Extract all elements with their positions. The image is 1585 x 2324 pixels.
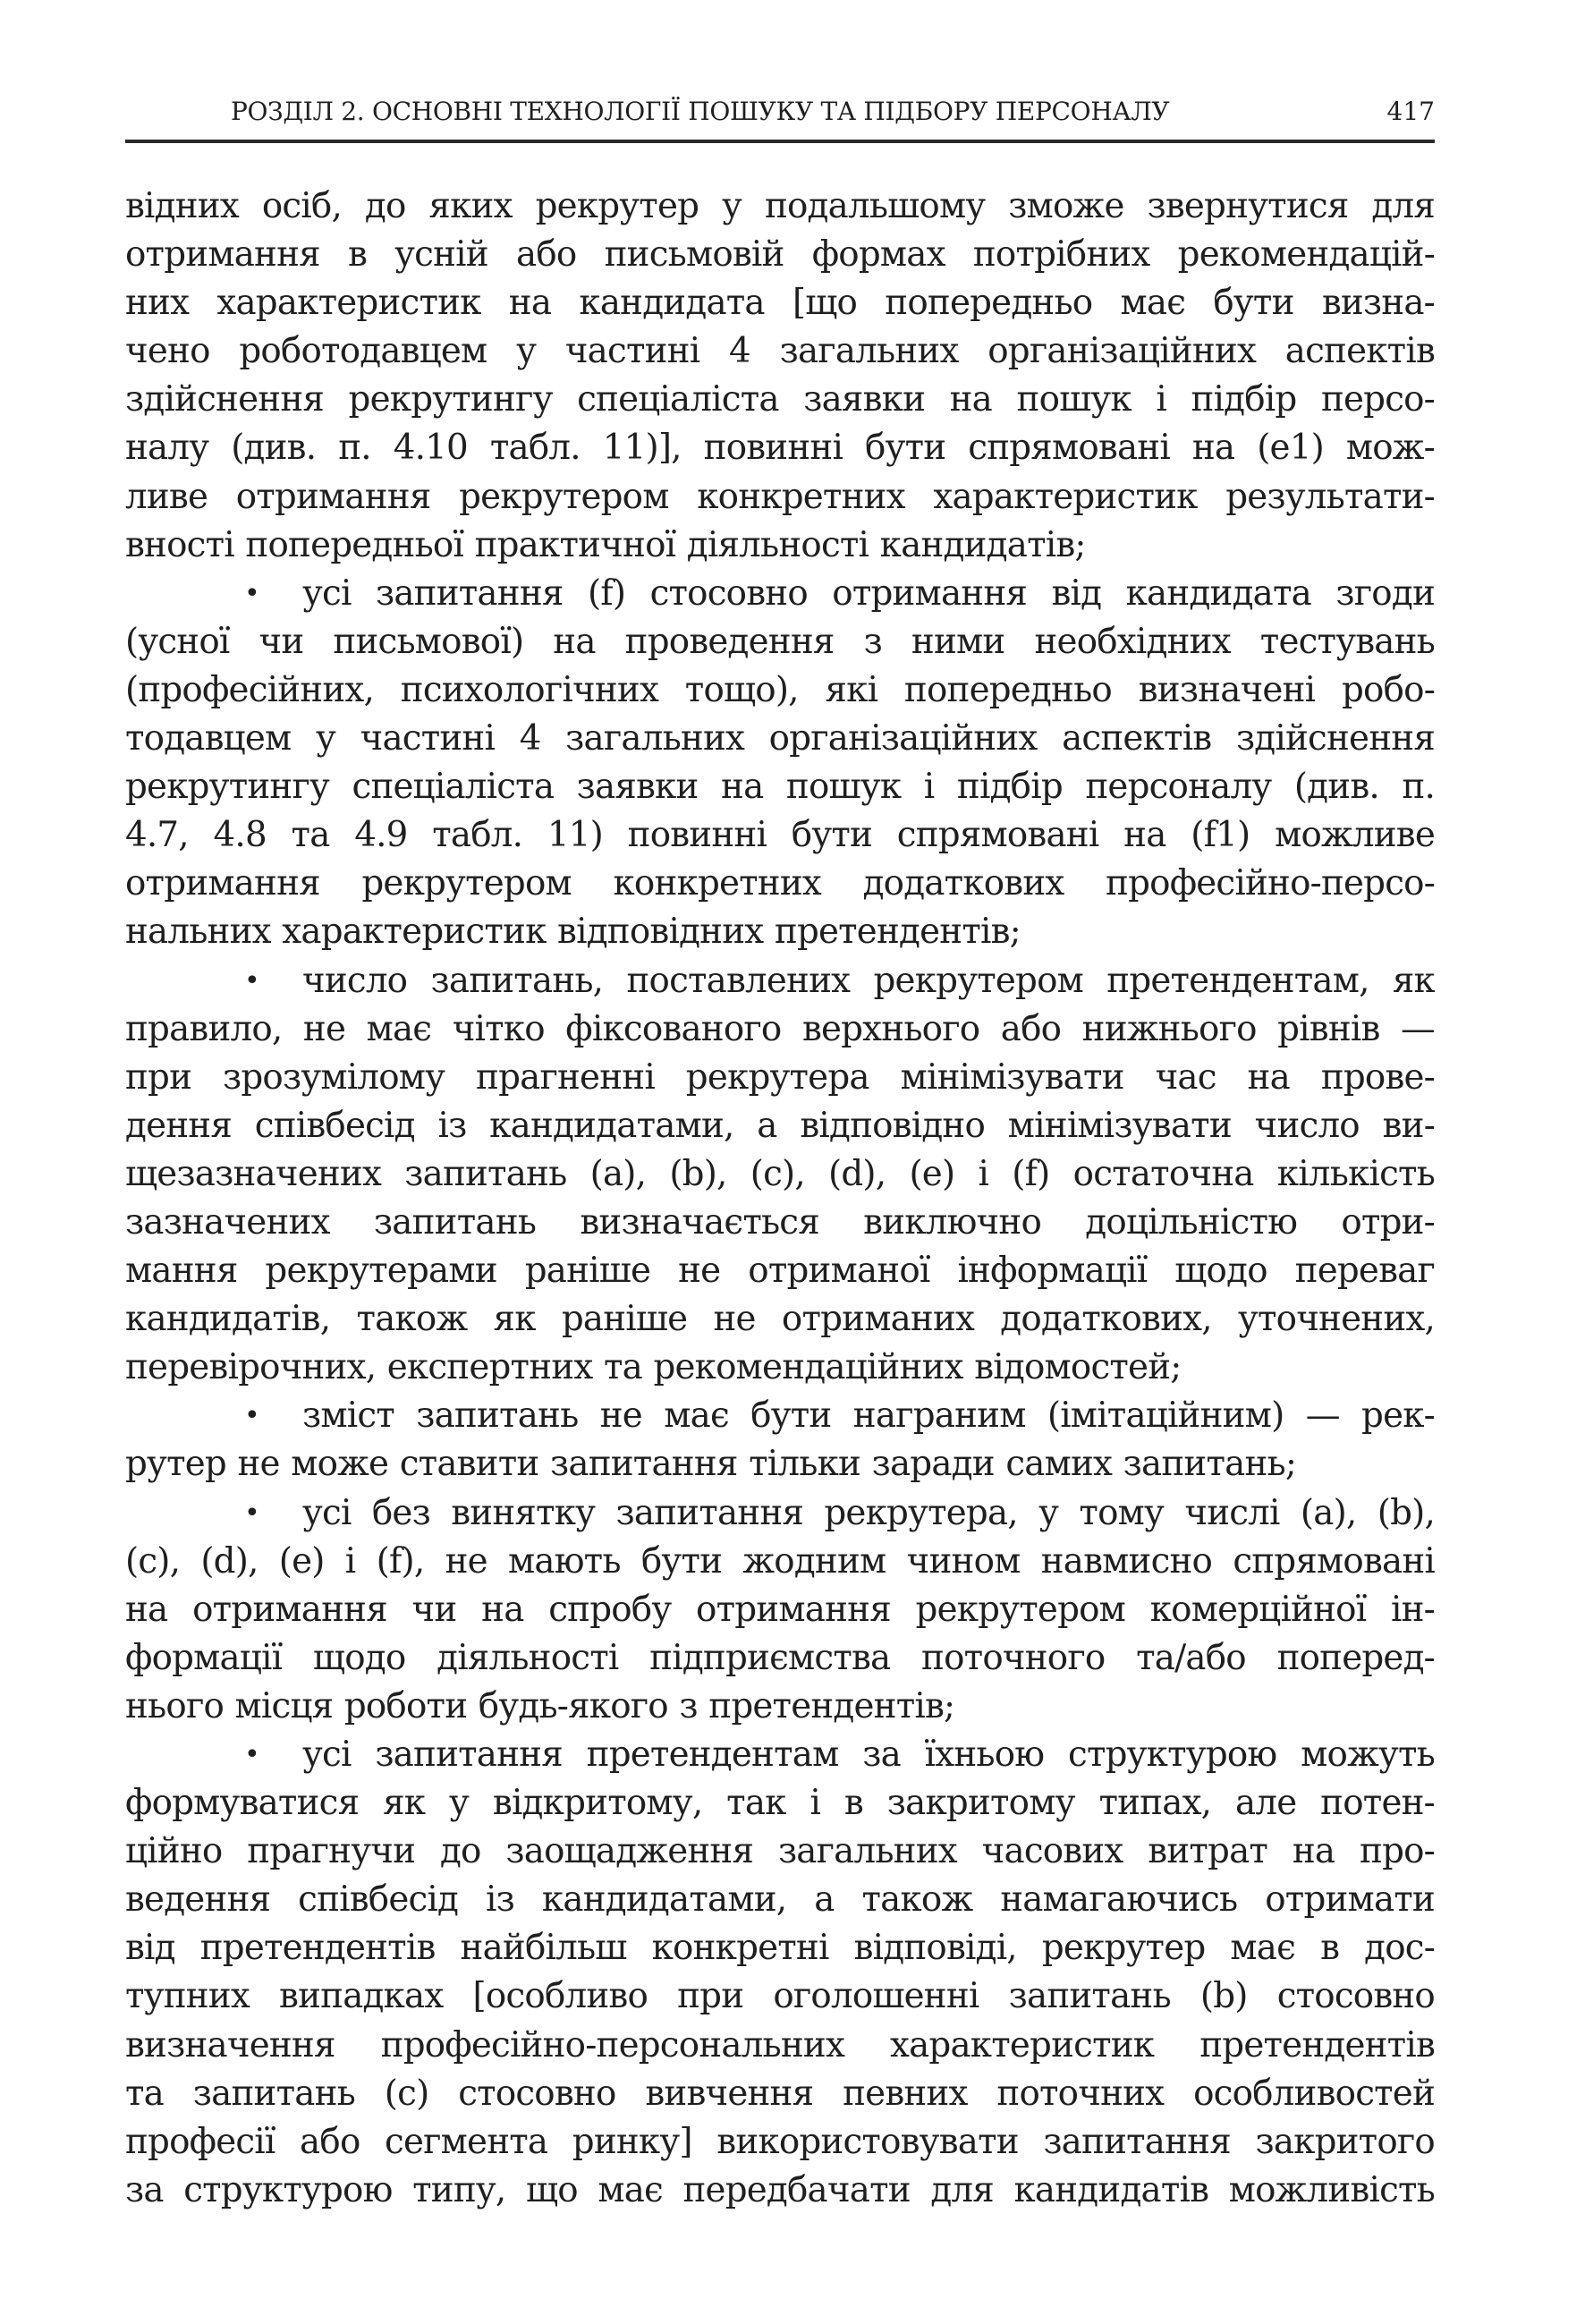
- text-line: формуватися як у відкритому, так і в закритому типах, але потен-: [125, 1783, 1435, 1824]
- text-line: професії або сегмента ринку] використовувати запитання закритого: [125, 2121, 1435, 2162]
- bullet-text: число запитань, поставлених рекрутером претендентам, як: [302, 960, 1435, 1001]
- text-line: вності попередньої практичної діяльності кандидатів;: [125, 524, 1086, 565]
- running-header: [125, 84, 1435, 143]
- text-line: отримання рекрутером конкретних додаткових професійно-персо-: [125, 863, 1435, 904]
- bullet-line: [125, 957, 1435, 1005]
- text-line: від претендентів найбільш конкретні відповіді, рекрутер має в дос-: [125, 1928, 1435, 1969]
- text-line: рекрутингу спеціаліста заявки на пошук і підбір персоналу (див. п.: [125, 767, 1435, 808]
- bullet-text: усі запитання (f) стосовно отримання від кандидата згоди: [302, 573, 1435, 614]
- text-line: налу (див. п. 4.10 табл. 11)], повинні бути спрямовані на (e1) мож-: [125, 428, 1435, 469]
- text-line: нальних характеристик відповідних претендентів;: [125, 912, 1021, 953]
- text-line: тодавцем у частині 4 загальних організаційних аспектів здійснення: [125, 718, 1435, 759]
- text-line: тупних випадках [особливо при оголошенні запитань (b) стосовно: [125, 1976, 1435, 2017]
- text-line: отримання в усній або письмовій формах потрібних рекомендацій-: [125, 234, 1435, 276]
- text-line: нього місця роботи будь-якого з претендентів;: [125, 1685, 955, 1726]
- text-line: перевірочних, експертних та рекомендаційних відомостей;: [125, 1347, 1182, 1388]
- bullet-icon: •: [244, 1739, 259, 1770]
- page-number: 417: [1386, 97, 1435, 126]
- text-line: зазначених запитань визначається виключно доцільністю отри-: [125, 1201, 1435, 1243]
- text-line: при зрозумілому прагненні рекрутера мінімізувати час на прове-: [125, 1056, 1435, 1098]
- text-line: ведення співбесід із кандидатами, а також намагаючись отримати: [125, 1879, 1435, 1921]
- bullet-icon: •: [244, 1400, 259, 1432]
- bullet-icon: •: [244, 577, 259, 609]
- text-line: мання рекрутерами раніше не отриманої інформації щодо переваг: [125, 1251, 1435, 1292]
- text-line: здійснення рекрутингу спеціаліста заявки на пошук і підбір персо-: [125, 379, 1435, 420]
- text-line: рутер не може ставити запитання тільки заради самих запитань;: [125, 1444, 1297, 1485]
- text-line: них характеристик на кандидата [що попередньо має бути визна-: [125, 283, 1435, 324]
- text-line: (усної чи письмової) на проведення з ними необхідних тестувань: [125, 621, 1435, 662]
- bullet-line: [125, 570, 1435, 618]
- bullet-icon: •: [244, 964, 259, 997]
- running-title: РОЗДІЛ 2. ОСНОВНІ ТЕХНОЛОГІЇ ПОШУКУ ТА ПІДБОРУ ПЕРСОНАЛУ: [231, 97, 1170, 126]
- body-text: [125, 182, 1435, 2215]
- bullet-icon: •: [244, 1497, 259, 1529]
- text-line: та запитань (c) стосовно вивчення певних поточних особливостей: [125, 2073, 1435, 2114]
- text-line: кандидатів, також як раніше не отриманих додаткових, уточнених,: [125, 1299, 1435, 1340]
- bullet-line: [125, 1489, 1435, 1538]
- text-line: щезазначених запитань (a), (b), (c), (d), (e) і (f) остаточна кількість: [125, 1153, 1435, 1194]
- text-line: відних осіб, до яких рекрутер у подальшому зможе звернутися для: [125, 186, 1435, 226]
- text-line: (c), (d), (e) і (f), не мають бути жодним чином навмисно спрямовані: [125, 1540, 1435, 1582]
- text-line: на отримання чи на спробу отримання рекрутером комерційної ін-: [125, 1589, 1435, 1630]
- text-line: формації щодо діяльності підприємства поточного та/або поперед-: [125, 1637, 1435, 1678]
- bullet-text: зміст запитань не має бути награним (імітаційним) — рек-: [302, 1395, 1435, 1437]
- bullet-line: [125, 1731, 1435, 1779]
- text-line: дення співбесід із кандидатами, а відповідно мінімізувати число ви-: [125, 1105, 1435, 1146]
- text-line: правило, не має чітко фіксованого верхнього або нижнього рівнів —: [125, 1008, 1435, 1049]
- bullet-text: усі запитання претендентам за їхньою структурою можуть: [302, 1735, 1435, 1775]
- text-line: визначення професійно-персональних характеристик претендентів: [125, 2024, 1435, 2065]
- text-line: (професійних, психологічних тощо), які попередньо визначені робо-: [125, 669, 1435, 710]
- bullet-line: [125, 1392, 1435, 1440]
- text-line: за структурою типу, що має передбачати для кандидатів можливість: [125, 2169, 1435, 2210]
- text-line: чено роботодавцем у частині 4 загальних організаційних аспектів: [125, 331, 1435, 372]
- bullet-text: усі без винятку запитання рекрутера, у тому числі (a), (b),: [302, 1492, 1435, 1533]
- text-line: 4.7, 4.8 та 4.9 табл. 11) повинні бути спрямовані на (f1) можливе: [125, 815, 1435, 856]
- text-line: ційно прагнучи до заощадження загальних часових витрат на про-: [125, 1831, 1435, 1872]
- text-line: ливе отримання рекрутером конкретних характеристик результати-: [125, 476, 1435, 517]
